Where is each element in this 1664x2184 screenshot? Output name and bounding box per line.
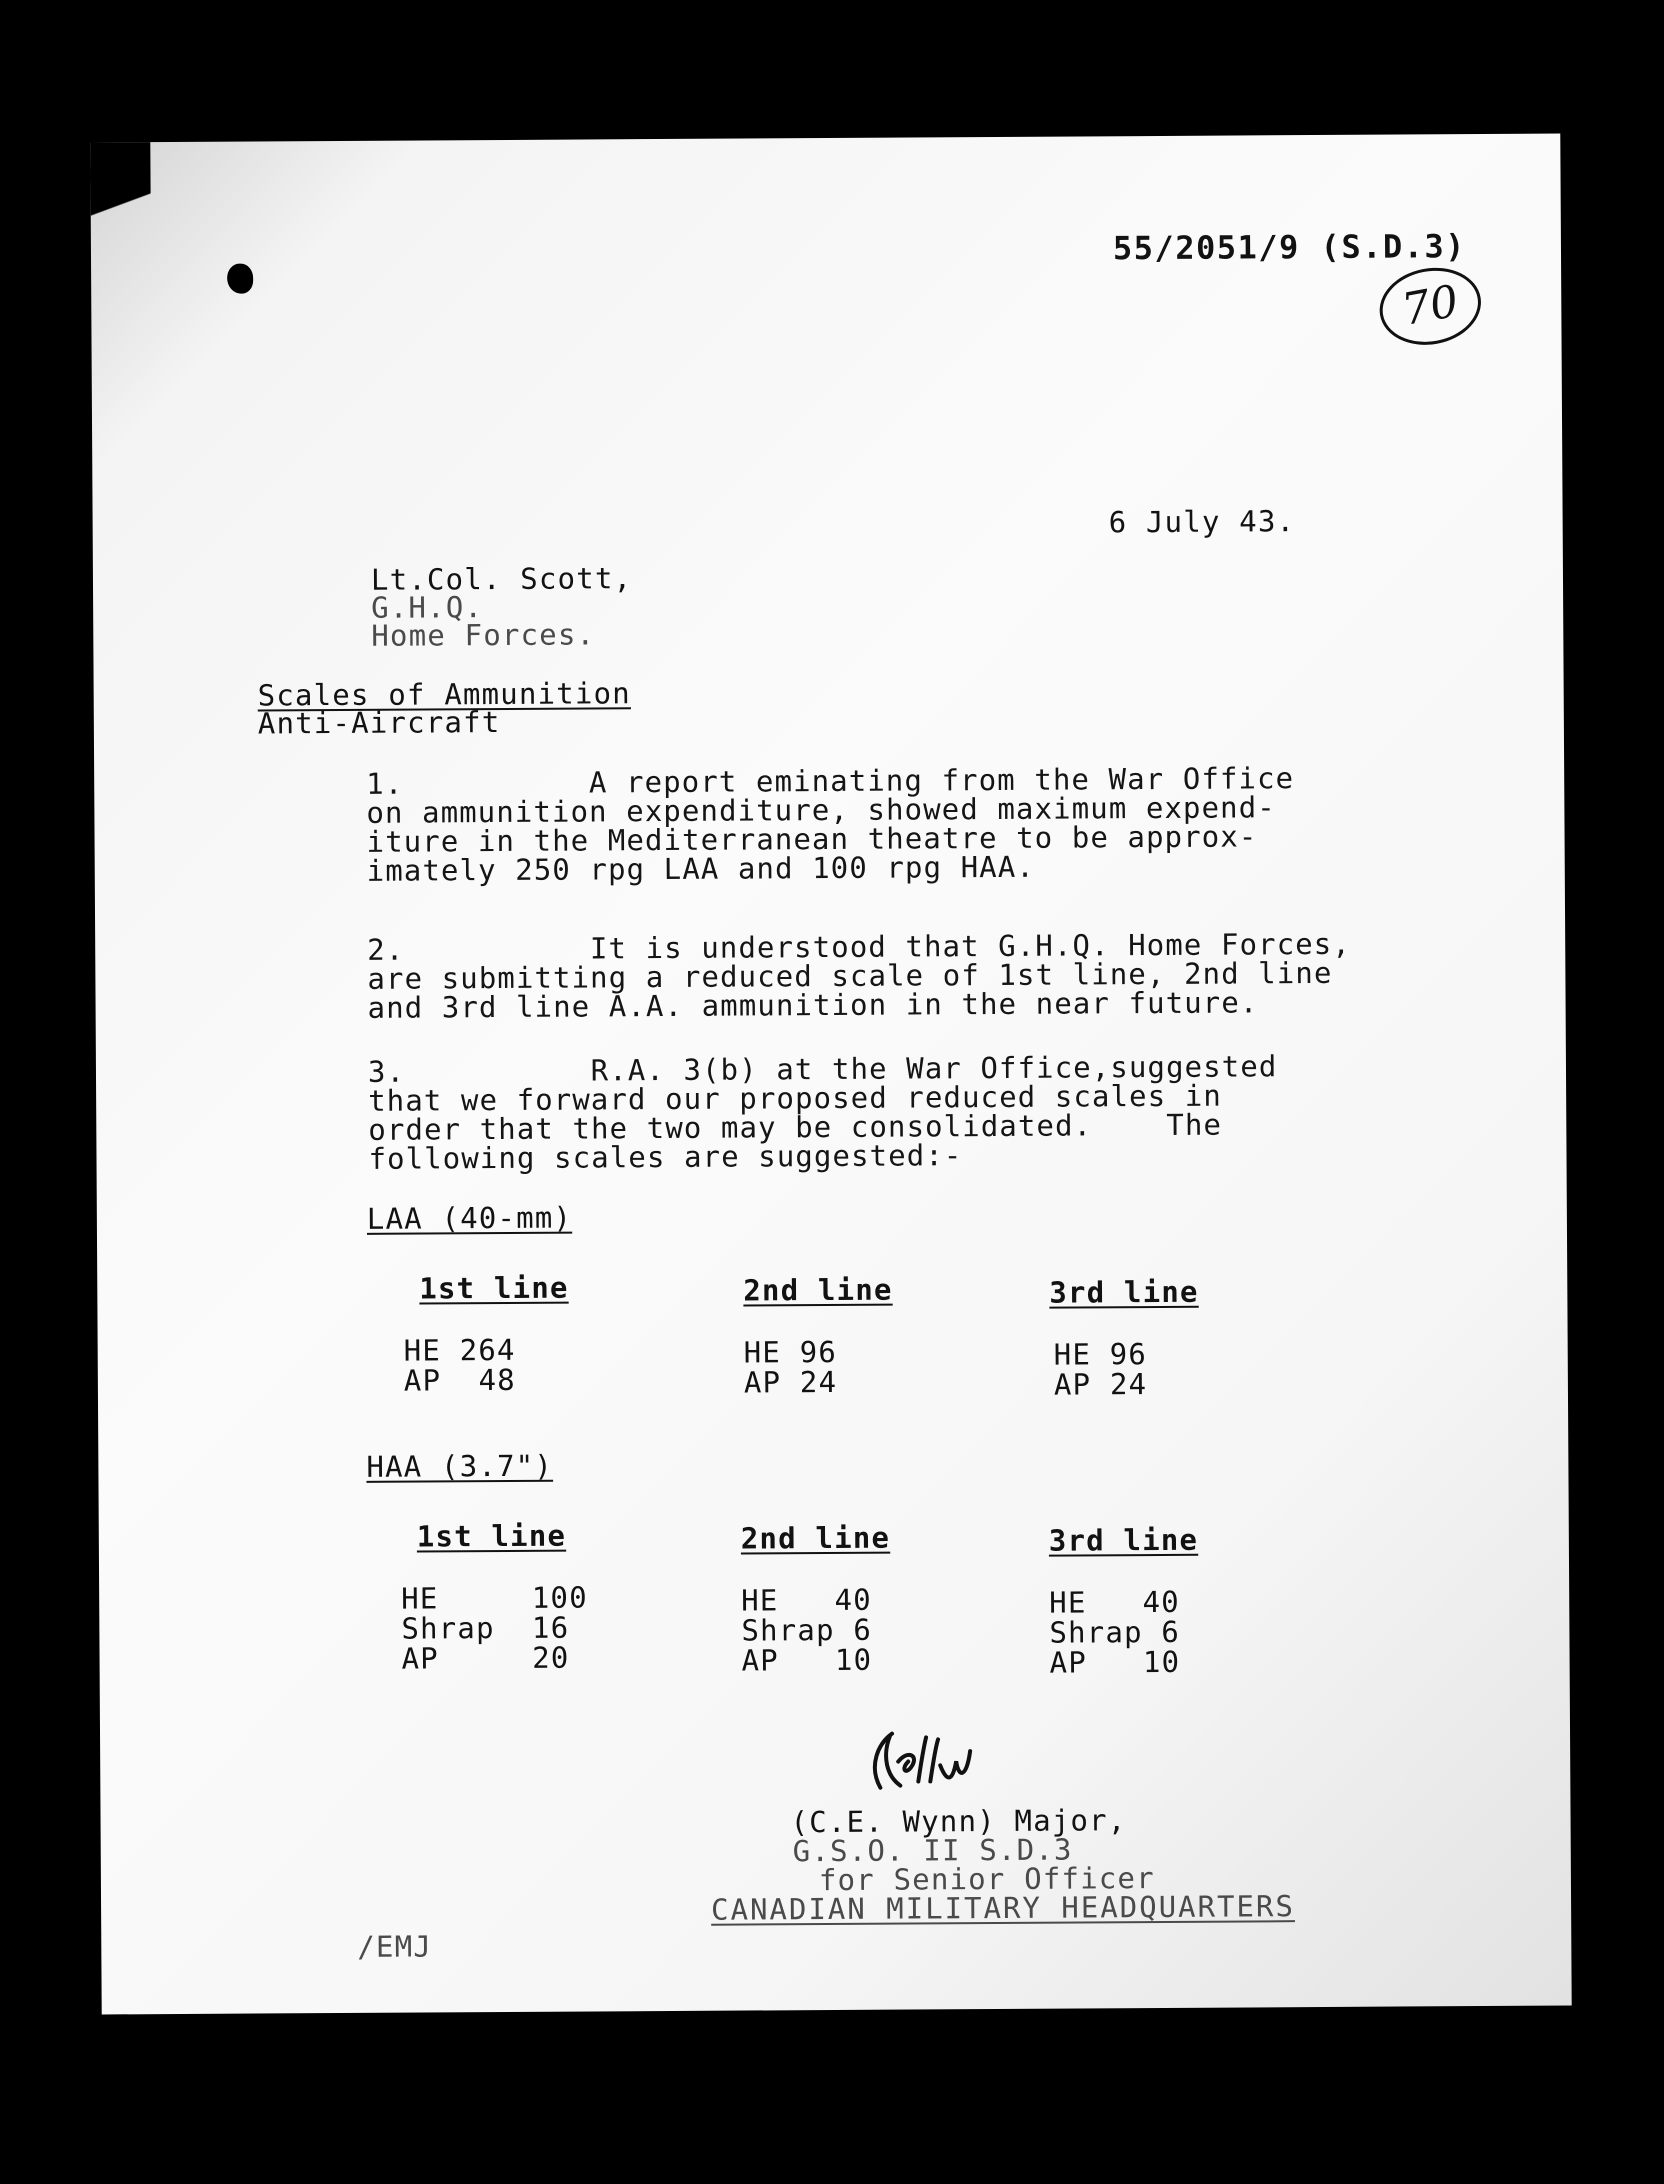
addressee-line: Lt.Col. Scott,	[370, 561, 633, 597]
column-header-2nd-line: 2nd line	[740, 1520, 891, 1556]
paragraph-line: that we forward our proposed reduced scales in	[368, 1078, 1222, 1118]
table-cell: HE 40	[741, 1582, 872, 1618]
handwritten-signature	[860, 1725, 980, 1804]
table-cell: Shrap 16	[401, 1610, 570, 1646]
page-number-stamp: 70	[1373, 260, 1487, 353]
table-cell: Shrap 6	[741, 1612, 873, 1648]
table-heading: HAA (3.7")	[366, 1448, 554, 1484]
column-header-1st-line: 1st line	[416, 1518, 567, 1554]
column-header-3rd-line: 3rd line	[1049, 1274, 1199, 1310]
signature-line: G.S.O. II S.D.3	[792, 1832, 1073, 1869]
table-cell: HE 40	[1049, 1584, 1180, 1620]
table-cell: HE 96	[743, 1334, 838, 1370]
subject-line: Anti-Aircraft	[257, 705, 501, 741]
table-cell: AP 10	[741, 1642, 873, 1678]
paragraph-line: order that the two may be consolidated. The	[368, 1107, 1223, 1147]
signature-line: for Senior Officer	[818, 1861, 1155, 1898]
addressee-line: Home Forces.	[371, 617, 596, 653]
letter-date: 6 July 43.	[1108, 504, 1296, 540]
table-heading: LAA (40-mm)	[366, 1200, 573, 1236]
table-cell: HE 100	[401, 1580, 588, 1616]
paragraph-line: and 3rd line A.A. ammunition in the near future.	[367, 985, 1259, 1025]
table-cell: AP 24	[1053, 1367, 1148, 1402]
signature-line: (C.E. Wynn) Major,	[790, 1803, 1127, 1840]
column-header-3rd-line: 3rd line	[1048, 1522, 1199, 1558]
file-reference: 55/2051/9 (S.D.3)	[1112, 227, 1467, 268]
table-cell: AP 24	[743, 1364, 838, 1400]
document-page	[90, 134, 1571, 2015]
table-cell: HE 264	[403, 1332, 516, 1368]
table-cell: AP 10	[1049, 1644, 1181, 1680]
paragraph-line: imately 250 rpg LAA and 100 rpg HAA.	[366, 849, 1035, 888]
column-header-1st-line: 1st line	[419, 1270, 569, 1306]
table-cell: HE 96	[1053, 1337, 1148, 1372]
paragraph-line: iture in the Mediterranean theatre to be approx-	[366, 819, 1258, 859]
subject-line: Scales of Ammunition	[257, 676, 631, 713]
paragraph-line: 2. It is understood that G.H.Q. Home Forces,	[367, 926, 1351, 967]
paragraph-line: following scales are suggested:-	[368, 1138, 963, 1176]
paragraph-line: 1. A report eminating from the War Office	[366, 761, 1295, 801]
table-cell: AP 48	[403, 1362, 516, 1398]
punch-hole	[227, 264, 253, 294]
addressee-line: G.H.Q.	[371, 590, 484, 625]
paragraph-line: are submitting a reduced scale of 1st line, 2nd line	[367, 955, 1333, 996]
paragraph-line: on ammunition expenditure, showed maximum expend-	[366, 790, 1276, 830]
paragraph-line: 3. R.A. 3(b) at the War Office,suggested	[367, 1049, 1278, 1089]
typist-initials: /EMJ	[357, 1929, 433, 1964]
signature-line: CANADIAN MILITARY HEADQUARTERS	[710, 1889, 1295, 1927]
column-header-2nd-line: 2nd line	[743, 1272, 893, 1308]
table-cell: Shrap 6	[1049, 1614, 1181, 1650]
table-cell: AP 20	[401, 1640, 570, 1676]
